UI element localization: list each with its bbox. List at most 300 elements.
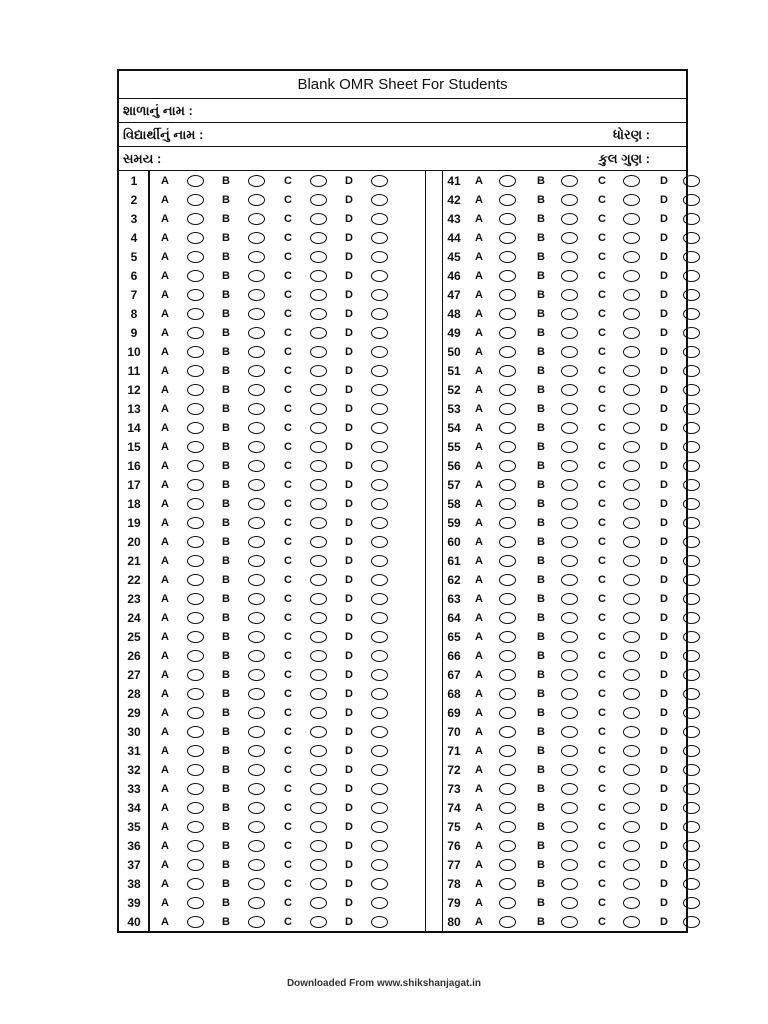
answer-bubble-a[interactable] — [499, 840, 516, 852]
answer-bubble-b[interactable] — [561, 175, 578, 187]
answer-bubble-b[interactable] — [248, 175, 265, 187]
answer-bubble-b[interactable] — [561, 802, 578, 814]
answer-bubble-d[interactable] — [371, 840, 388, 852]
answer-bubble-b[interactable] — [561, 422, 578, 434]
answer-bubble-d[interactable] — [371, 270, 388, 282]
answer-bubble-c[interactable] — [623, 764, 640, 776]
answer-bubble-b[interactable] — [561, 631, 578, 643]
answer-bubble-a[interactable] — [499, 631, 516, 643]
answer-bubble-b[interactable] — [248, 574, 265, 586]
answer-bubble-a[interactable] — [187, 441, 204, 453]
answer-bubble-d[interactable] — [371, 346, 388, 358]
answer-bubble-b[interactable] — [561, 365, 578, 377]
answer-bubble-c[interactable] — [623, 403, 640, 415]
answer-bubble-a[interactable] — [499, 669, 516, 681]
answer-bubble-a[interactable] — [187, 764, 204, 776]
answer-bubble-d[interactable] — [371, 479, 388, 491]
answer-bubble-c[interactable] — [623, 327, 640, 339]
answer-bubble-a[interactable] — [499, 555, 516, 567]
answer-bubble-a[interactable] — [187, 517, 204, 529]
answer-bubble-a[interactable] — [187, 403, 204, 415]
answer-bubble-c[interactable] — [623, 194, 640, 206]
answer-bubble-a[interactable] — [499, 574, 516, 586]
answer-bubble-b[interactable] — [248, 593, 265, 605]
answer-bubble-d[interactable] — [683, 821, 700, 833]
answer-bubble-a[interactable] — [187, 384, 204, 396]
answer-bubble-b[interactable] — [248, 422, 265, 434]
answer-bubble-b[interactable] — [561, 878, 578, 890]
answer-bubble-c[interactable] — [310, 707, 327, 719]
answer-bubble-c[interactable] — [310, 612, 327, 624]
answer-bubble-d[interactable] — [371, 688, 388, 700]
answer-bubble-c[interactable] — [623, 878, 640, 890]
answer-bubble-a[interactable] — [499, 593, 516, 605]
answer-bubble-d[interactable] — [371, 251, 388, 263]
answer-bubble-b[interactable] — [248, 289, 265, 301]
answer-bubble-a[interactable] — [499, 650, 516, 662]
answer-bubble-b[interactable] — [248, 745, 265, 757]
answer-bubble-d[interactable] — [371, 574, 388, 586]
answer-bubble-a[interactable] — [187, 213, 204, 225]
answer-bubble-b[interactable] — [248, 802, 265, 814]
answer-bubble-b[interactable] — [248, 479, 265, 491]
answer-bubble-c[interactable] — [310, 745, 327, 757]
answer-bubble-c[interactable] — [623, 289, 640, 301]
answer-bubble-b[interactable] — [561, 593, 578, 605]
answer-bubble-d[interactable] — [371, 194, 388, 206]
answer-bubble-a[interactable] — [499, 688, 516, 700]
answer-bubble-c[interactable] — [310, 916, 327, 928]
answer-bubble-c[interactable] — [310, 821, 327, 833]
answer-bubble-d[interactable] — [683, 365, 700, 377]
answer-bubble-a[interactable] — [187, 878, 204, 890]
answer-bubble-b[interactable] — [561, 194, 578, 206]
answer-bubble-d[interactable] — [371, 859, 388, 871]
answer-bubble-d[interactable] — [371, 441, 388, 453]
answer-bubble-b[interactable] — [248, 346, 265, 358]
answer-bubble-c[interactable] — [623, 859, 640, 871]
answer-bubble-a[interactable] — [499, 897, 516, 909]
answer-bubble-c[interactable] — [310, 289, 327, 301]
answer-bubble-c[interactable] — [310, 783, 327, 795]
answer-bubble-c[interactable] — [623, 650, 640, 662]
answer-bubble-a[interactable] — [187, 593, 204, 605]
answer-bubble-d[interactable] — [683, 593, 700, 605]
answer-bubble-d[interactable] — [371, 289, 388, 301]
answer-bubble-b[interactable] — [561, 536, 578, 548]
answer-bubble-c[interactable] — [623, 555, 640, 567]
answer-bubble-c[interactable] — [310, 726, 327, 738]
answer-bubble-c[interactable] — [310, 688, 327, 700]
answer-bubble-d[interactable] — [371, 232, 388, 244]
answer-bubble-a[interactable] — [187, 232, 204, 244]
answer-bubble-b[interactable] — [561, 251, 578, 263]
answer-bubble-d[interactable] — [683, 517, 700, 529]
answer-bubble-d[interactable] — [683, 897, 700, 909]
answer-bubble-b[interactable] — [248, 441, 265, 453]
answer-bubble-a[interactable] — [187, 631, 204, 643]
answer-bubble-c[interactable] — [310, 194, 327, 206]
answer-bubble-c[interactable] — [310, 327, 327, 339]
answer-bubble-d[interactable] — [371, 897, 388, 909]
answer-bubble-b[interactable] — [248, 916, 265, 928]
answer-bubble-b[interactable] — [248, 251, 265, 263]
answer-bubble-a[interactable] — [187, 612, 204, 624]
answer-bubble-b[interactable] — [248, 384, 265, 396]
answer-bubble-c[interactable] — [310, 669, 327, 681]
answer-bubble-c[interactable] — [310, 479, 327, 491]
answer-bubble-d[interactable] — [371, 669, 388, 681]
answer-bubble-d[interactable] — [683, 555, 700, 567]
answer-bubble-d[interactable] — [683, 840, 700, 852]
answer-bubble-a[interactable] — [187, 707, 204, 719]
answer-bubble-a[interactable] — [187, 555, 204, 567]
answer-bubble-b[interactable] — [248, 498, 265, 510]
answer-bubble-c[interactable] — [310, 878, 327, 890]
answer-bubble-d[interactable] — [683, 270, 700, 282]
answer-bubble-d[interactable] — [683, 327, 700, 339]
answer-bubble-d[interactable] — [371, 213, 388, 225]
answer-bubble-a[interactable] — [187, 688, 204, 700]
answer-bubble-c[interactable] — [623, 840, 640, 852]
answer-bubble-d[interactable] — [683, 346, 700, 358]
answer-bubble-b[interactable] — [248, 878, 265, 890]
answer-bubble-d[interactable] — [371, 878, 388, 890]
answer-bubble-d[interactable] — [683, 175, 700, 187]
answer-bubble-d[interactable] — [371, 707, 388, 719]
answer-bubble-b[interactable] — [248, 365, 265, 377]
answer-bubble-b[interactable] — [561, 479, 578, 491]
answer-bubble-b[interactable] — [248, 270, 265, 282]
answer-bubble-d[interactable] — [683, 194, 700, 206]
answer-bubble-b[interactable] — [561, 517, 578, 529]
answer-bubble-c[interactable] — [623, 536, 640, 548]
answer-bubble-b[interactable] — [561, 270, 578, 282]
answer-bubble-d[interactable] — [683, 612, 700, 624]
answer-bubble-c[interactable] — [310, 631, 327, 643]
answer-bubble-d[interactable] — [683, 764, 700, 776]
answer-bubble-a[interactable] — [499, 783, 516, 795]
answer-bubble-c[interactable] — [623, 669, 640, 681]
answer-bubble-a[interactable] — [499, 726, 516, 738]
answer-bubble-c[interactable] — [623, 783, 640, 795]
answer-bubble-d[interactable] — [683, 308, 700, 320]
answer-bubble-c[interactable] — [623, 479, 640, 491]
answer-bubble-d[interactable] — [683, 916, 700, 928]
answer-bubble-d[interactable] — [371, 745, 388, 757]
answer-bubble-a[interactable] — [499, 194, 516, 206]
answer-bubble-a[interactable] — [187, 175, 204, 187]
answer-bubble-b[interactable] — [561, 498, 578, 510]
answer-bubble-d[interactable] — [683, 574, 700, 586]
answer-bubble-c[interactable] — [310, 175, 327, 187]
answer-bubble-c[interactable] — [310, 308, 327, 320]
answer-bubble-c[interactable] — [310, 213, 327, 225]
answer-bubble-b[interactable] — [561, 688, 578, 700]
answer-bubble-c[interactable] — [623, 707, 640, 719]
answer-bubble-a[interactable] — [187, 479, 204, 491]
answer-bubble-d[interactable] — [683, 403, 700, 415]
answer-bubble-d[interactable] — [683, 688, 700, 700]
answer-bubble-a[interactable] — [187, 859, 204, 871]
answer-bubble-a[interactable] — [499, 517, 516, 529]
answer-bubble-a[interactable] — [187, 745, 204, 757]
answer-bubble-a[interactable] — [499, 232, 516, 244]
answer-bubble-d[interactable] — [371, 916, 388, 928]
answer-bubble-a[interactable] — [187, 574, 204, 586]
answer-bubble-c[interactable] — [310, 574, 327, 586]
answer-bubble-a[interactable] — [187, 802, 204, 814]
answer-bubble-c[interactable] — [310, 232, 327, 244]
answer-bubble-c[interactable] — [623, 384, 640, 396]
answer-bubble-b[interactable] — [248, 612, 265, 624]
answer-bubble-c[interactable] — [310, 536, 327, 548]
answer-bubble-a[interactable] — [499, 422, 516, 434]
answer-bubble-a[interactable] — [499, 707, 516, 719]
answer-bubble-b[interactable] — [248, 232, 265, 244]
answer-bubble-a[interactable] — [187, 251, 204, 263]
answer-bubble-c[interactable] — [310, 859, 327, 871]
answer-bubble-d[interactable] — [683, 726, 700, 738]
answer-bubble-c[interactable] — [310, 384, 327, 396]
answer-bubble-b[interactable] — [561, 213, 578, 225]
answer-bubble-b[interactable] — [561, 859, 578, 871]
answer-bubble-c[interactable] — [310, 441, 327, 453]
answer-bubble-b[interactable] — [561, 574, 578, 586]
answer-bubble-b[interactable] — [561, 327, 578, 339]
answer-bubble-b[interactable] — [561, 346, 578, 358]
answer-bubble-a[interactable] — [187, 365, 204, 377]
answer-bubble-a[interactable] — [499, 270, 516, 282]
answer-bubble-b[interactable] — [248, 517, 265, 529]
answer-bubble-a[interactable] — [499, 745, 516, 757]
answer-bubble-d[interactable] — [683, 213, 700, 225]
answer-bubble-a[interactable] — [499, 802, 516, 814]
answer-bubble-c[interactable] — [310, 498, 327, 510]
answer-bubble-c[interactable] — [310, 555, 327, 567]
answer-bubble-b[interactable] — [561, 783, 578, 795]
answer-bubble-b[interactable] — [561, 707, 578, 719]
answer-bubble-c[interactable] — [623, 308, 640, 320]
answer-bubble-a[interactable] — [187, 916, 204, 928]
answer-bubble-d[interactable] — [371, 726, 388, 738]
answer-bubble-c[interactable] — [623, 631, 640, 643]
answer-bubble-c[interactable] — [623, 460, 640, 472]
answer-bubble-a[interactable] — [499, 327, 516, 339]
answer-bubble-a[interactable] — [187, 840, 204, 852]
answer-bubble-c[interactable] — [623, 593, 640, 605]
answer-bubble-c[interactable] — [310, 802, 327, 814]
answer-bubble-d[interactable] — [371, 650, 388, 662]
answer-bubble-d[interactable] — [371, 593, 388, 605]
answer-bubble-c[interactable] — [623, 821, 640, 833]
answer-bubble-a[interactable] — [499, 859, 516, 871]
answer-bubble-a[interactable] — [187, 327, 204, 339]
answer-bubble-d[interactable] — [371, 555, 388, 567]
answer-bubble-d[interactable] — [683, 707, 700, 719]
answer-bubble-a[interactable] — [187, 270, 204, 282]
answer-bubble-b[interactable] — [248, 460, 265, 472]
answer-bubble-c[interactable] — [310, 764, 327, 776]
answer-bubble-a[interactable] — [499, 878, 516, 890]
answer-bubble-c[interactable] — [623, 175, 640, 187]
answer-bubble-c[interactable] — [623, 574, 640, 586]
answer-bubble-b[interactable] — [561, 232, 578, 244]
student-name-field[interactable] — [119, 123, 686, 147]
answer-bubble-d[interactable] — [371, 783, 388, 795]
answer-bubble-b[interactable] — [248, 783, 265, 795]
answer-bubble-b[interactable] — [561, 764, 578, 776]
answer-bubble-c[interactable] — [623, 213, 640, 225]
answer-bubble-c[interactable] — [623, 517, 640, 529]
answer-bubble-d[interactable] — [683, 232, 700, 244]
answer-bubble-b[interactable] — [561, 555, 578, 567]
answer-bubble-a[interactable] — [499, 308, 516, 320]
answer-bubble-d[interactable] — [683, 878, 700, 890]
answer-bubble-d[interactable] — [683, 631, 700, 643]
answer-bubble-b[interactable] — [248, 631, 265, 643]
answer-bubble-a[interactable] — [187, 289, 204, 301]
answer-bubble-d[interactable] — [683, 536, 700, 548]
answer-bubble-c[interactable] — [310, 251, 327, 263]
answer-bubble-a[interactable] — [499, 251, 516, 263]
answer-bubble-d[interactable] — [371, 517, 388, 529]
answer-bubble-b[interactable] — [248, 213, 265, 225]
answer-bubble-b[interactable] — [248, 327, 265, 339]
answer-bubble-a[interactable] — [499, 764, 516, 776]
answer-bubble-d[interactable] — [371, 308, 388, 320]
answer-bubble-c[interactable] — [623, 688, 640, 700]
answer-bubble-a[interactable] — [499, 479, 516, 491]
answer-bubble-c[interactable] — [623, 897, 640, 909]
answer-bubble-a[interactable] — [499, 346, 516, 358]
answer-bubble-d[interactable] — [683, 783, 700, 795]
answer-bubble-a[interactable] — [499, 384, 516, 396]
answer-bubble-a[interactable] — [187, 460, 204, 472]
answer-bubble-d[interactable] — [683, 422, 700, 434]
answer-bubble-a[interactable] — [499, 213, 516, 225]
answer-bubble-b[interactable] — [561, 460, 578, 472]
answer-bubble-a[interactable] — [187, 650, 204, 662]
answer-bubble-b[interactable] — [248, 726, 265, 738]
answer-bubble-c[interactable] — [310, 270, 327, 282]
answer-bubble-b[interactable] — [248, 403, 265, 415]
answer-bubble-b[interactable] — [248, 308, 265, 320]
answer-bubble-a[interactable] — [499, 460, 516, 472]
answer-bubble-c[interactable] — [310, 650, 327, 662]
answer-bubble-d[interactable] — [683, 745, 700, 757]
answer-bubble-c[interactable] — [623, 441, 640, 453]
answer-bubble-b[interactable] — [248, 194, 265, 206]
answer-bubble-d[interactable] — [683, 479, 700, 491]
answer-bubble-a[interactable] — [499, 289, 516, 301]
answer-bubble-a[interactable] — [187, 897, 204, 909]
answer-bubble-c[interactable] — [623, 251, 640, 263]
answer-bubble-a[interactable] — [499, 612, 516, 624]
answer-bubble-a[interactable] — [187, 726, 204, 738]
answer-bubble-d[interactable] — [371, 460, 388, 472]
answer-bubble-c[interactable] — [623, 916, 640, 928]
school-name-field[interactable] — [119, 99, 686, 123]
answer-bubble-b[interactable] — [561, 612, 578, 624]
answer-bubble-c[interactable] — [310, 840, 327, 852]
answer-bubble-b[interactable] — [561, 650, 578, 662]
answer-bubble-c[interactable] — [310, 460, 327, 472]
answer-bubble-a[interactable] — [499, 498, 516, 510]
answer-bubble-a[interactable] — [499, 365, 516, 377]
answer-bubble-a[interactable] — [499, 916, 516, 928]
answer-bubble-d[interactable] — [683, 802, 700, 814]
answer-bubble-b[interactable] — [248, 897, 265, 909]
answer-bubble-a[interactable] — [187, 422, 204, 434]
answer-bubble-a[interactable] — [187, 536, 204, 548]
answer-bubble-d[interactable] — [371, 327, 388, 339]
answer-bubble-b[interactable] — [561, 897, 578, 909]
answer-bubble-c[interactable] — [310, 365, 327, 377]
answer-bubble-d[interactable] — [683, 441, 700, 453]
answer-bubble-a[interactable] — [499, 175, 516, 187]
answer-bubble-d[interactable] — [683, 498, 700, 510]
answer-bubble-b[interactable] — [561, 840, 578, 852]
answer-bubble-d[interactable] — [683, 384, 700, 396]
answer-bubble-b[interactable] — [248, 821, 265, 833]
answer-bubble-c[interactable] — [623, 612, 640, 624]
answer-bubble-d[interactable] — [371, 422, 388, 434]
answer-bubble-c[interactable] — [310, 346, 327, 358]
answer-bubble-d[interactable] — [371, 802, 388, 814]
answer-bubble-a[interactable] — [499, 536, 516, 548]
answer-bubble-d[interactable] — [371, 384, 388, 396]
answer-bubble-c[interactable] — [623, 270, 640, 282]
answer-bubble-d[interactable] — [371, 175, 388, 187]
answer-bubble-d[interactable] — [683, 650, 700, 662]
answer-bubble-d[interactable] — [683, 289, 700, 301]
answer-bubble-a[interactable] — [187, 346, 204, 358]
answer-bubble-a[interactable] — [187, 194, 204, 206]
answer-bubble-b[interactable] — [561, 289, 578, 301]
answer-bubble-b[interactable] — [248, 688, 265, 700]
answer-bubble-b[interactable] — [248, 707, 265, 719]
answer-bubble-b[interactable] — [248, 536, 265, 548]
answer-bubble-c[interactable] — [623, 726, 640, 738]
answer-bubble-d[interactable] — [371, 764, 388, 776]
answer-bubble-b[interactable] — [561, 384, 578, 396]
answer-bubble-d[interactable] — [683, 251, 700, 263]
answer-bubble-a[interactable] — [187, 669, 204, 681]
answer-bubble-d[interactable] — [371, 631, 388, 643]
answer-bubble-b[interactable] — [248, 840, 265, 852]
answer-bubble-b[interactable] — [561, 403, 578, 415]
answer-bubble-b[interactable] — [248, 555, 265, 567]
answer-bubble-b[interactable] — [561, 441, 578, 453]
answer-bubble-c[interactable] — [623, 365, 640, 377]
answer-bubble-c[interactable] — [623, 745, 640, 757]
answer-bubble-c[interactable] — [310, 897, 327, 909]
answer-bubble-a[interactable] — [499, 403, 516, 415]
answer-bubble-d[interactable] — [371, 536, 388, 548]
answer-bubble-d[interactable] — [371, 612, 388, 624]
answer-bubble-b[interactable] — [561, 308, 578, 320]
answer-bubble-c[interactable] — [310, 517, 327, 529]
answer-bubble-d[interactable] — [371, 498, 388, 510]
answer-bubble-a[interactable] — [187, 783, 204, 795]
answer-bubble-d[interactable] — [683, 859, 700, 871]
answer-bubble-c[interactable] — [623, 498, 640, 510]
answer-bubble-c[interactable] — [310, 403, 327, 415]
answer-bubble-d[interactable] — [371, 821, 388, 833]
time-field[interactable] — [119, 147, 686, 170]
answer-bubble-a[interactable] — [187, 308, 204, 320]
